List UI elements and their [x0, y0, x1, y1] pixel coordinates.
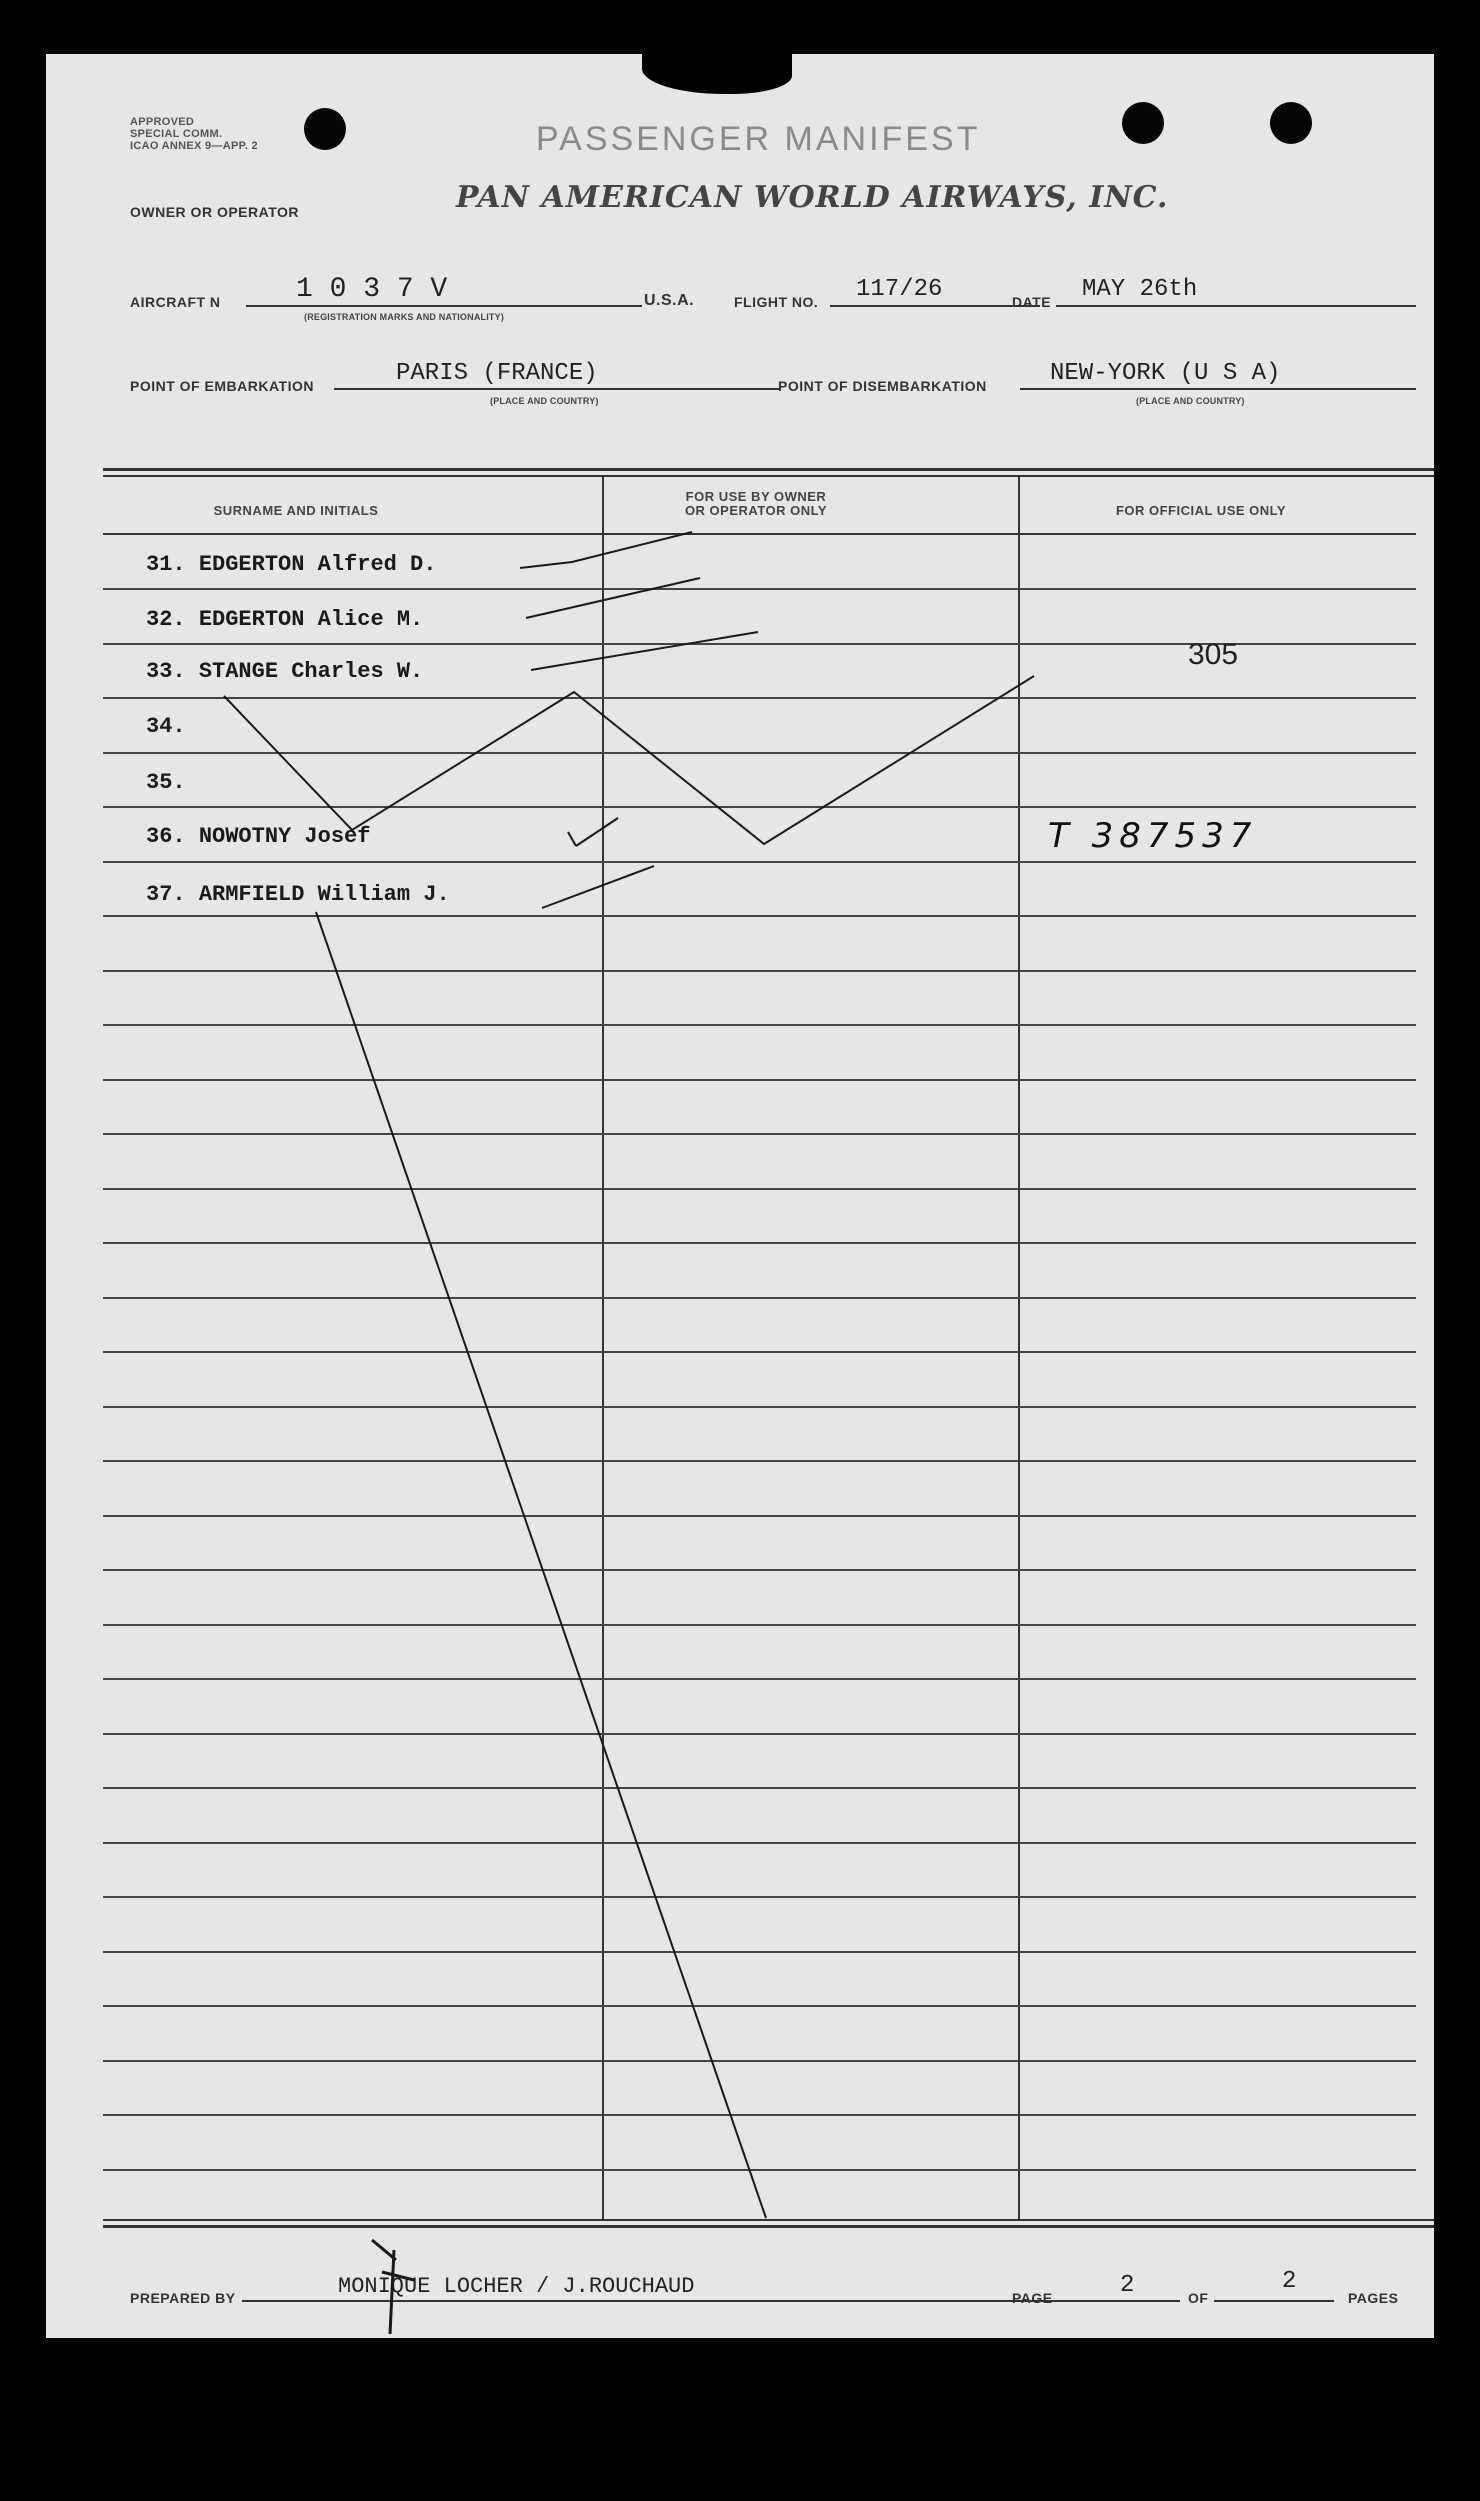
- surname-column-header: SURNAME AND INITIALS: [213, 503, 379, 518]
- page-label: PAGE: [1012, 2290, 1053, 2306]
- flight-label: FLIGHT NO.: [734, 294, 819, 310]
- approval-line: APPROVED: [130, 116, 195, 128]
- cancel-zigzag-stroke: [224, 676, 1034, 844]
- passenger-name: EDGERTON Alice M.: [198, 607, 424, 632]
- of-value: 2: [1282, 2268, 1297, 2295]
- pages-label: PAGES: [1348, 2290, 1399, 2306]
- check-stroke: [526, 578, 700, 618]
- pen-strokes: [46, 54, 1434, 2338]
- row-number: 32.: [146, 607, 186, 632]
- official-mark-305: 305: [1188, 638, 1239, 671]
- aircraft-label: AIRCRAFT N: [130, 294, 221, 310]
- embark-value: PARIS (FRANCE): [396, 360, 598, 387]
- check-stroke: [542, 866, 654, 908]
- row-number: 33.: [146, 659, 186, 684]
- of-label: OF: [1188, 2290, 1209, 2306]
- cancel-diagonal-stroke: [316, 912, 766, 2218]
- country-label: U.S.A.: [644, 292, 695, 309]
- check-stroke: [520, 532, 692, 568]
- signature-mark: [372, 2240, 414, 2334]
- form-title: PASSENGER MANIFEST: [536, 120, 981, 158]
- row-number: 34.: [146, 714, 186, 739]
- owner-use-header-line: FOR USE BY OWNER: [685, 489, 827, 504]
- check-stroke: [568, 832, 576, 846]
- disembark-caption: (PLACE AND COUNTRY): [1136, 396, 1245, 406]
- owner-label: OWNER OR OPERATOR: [130, 204, 299, 220]
- prepared-label: PREPARED BY: [130, 2290, 236, 2306]
- embark-caption: (PLACE AND COUNTRY): [490, 396, 599, 406]
- check-stroke: [531, 632, 758, 670]
- flight-value: 117/26: [856, 276, 943, 303]
- prepared-value: MONIQUE LOCHER / J.ROUCHAUD: [338, 2274, 695, 2299]
- embark-label: POINT OF EMBARKATION: [130, 378, 314, 394]
- page-value: 2: [1120, 2272, 1135, 2299]
- date-label: DATE: [1012, 294, 1052, 310]
- aircraft-value: 1 0 3 7 V: [296, 274, 448, 305]
- manifest-sheet: [46, 54, 1434, 2338]
- approval-line: ICAO ANNEX 9—APP. 2: [130, 140, 258, 152]
- row-number: 36.: [146, 824, 186, 849]
- carrier-name: PAN AMERICAN WORLD AIRWAYS, INC.: [456, 180, 1169, 215]
- passenger-name: STANGE Charles W.: [198, 659, 424, 684]
- disembark-value: NEW-YORK (U S A): [1050, 360, 1281, 387]
- owner-use-header-line: OR OPERATOR ONLY: [684, 503, 828, 518]
- passenger-name: NOWOTNY Josef: [198, 824, 371, 849]
- row-number: 35.: [146, 770, 186, 795]
- official-handwritten-number: T 387537: [1048, 816, 1258, 856]
- check-stroke: [576, 818, 618, 846]
- row-number: 31.: [146, 552, 186, 577]
- passenger-name: EDGERTON Alfred D.: [198, 552, 437, 577]
- approval-line: SPECIAL COMM.: [130, 128, 223, 140]
- passenger-name: ARMFIELD William J.: [198, 882, 450, 907]
- date-value: MAY 26th: [1082, 276, 1198, 303]
- aircraft-caption: (REGISTRATION MARKS AND NATIONALITY): [304, 312, 505, 322]
- row-number: 37.: [146, 882, 186, 907]
- official-column-header: FOR OFFICIAL USE ONLY: [1115, 503, 1287, 518]
- disembark-label: POINT OF DISEMBARKATION: [778, 378, 987, 394]
